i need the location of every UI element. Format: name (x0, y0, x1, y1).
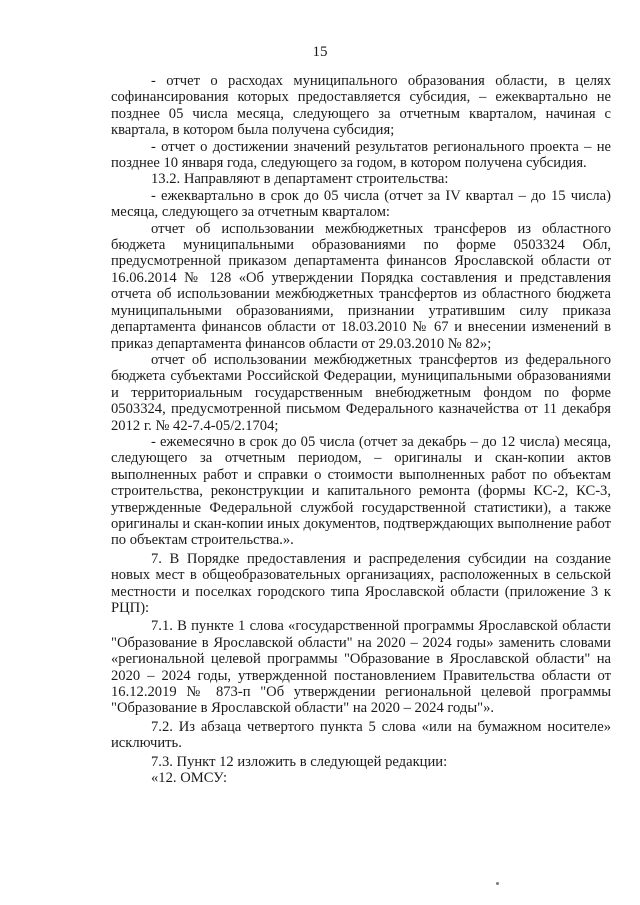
paragraph: отчет об использовании межбюджетных трансферов из областного бюджета муниципальными образованиями по форме 0503324 Обл, предусмотренной приказом департамента финансов Ярославской области от 16.06.2014 № 128 «Об утверждении Порядка составления и представления отчета об использовании межбюджетных трансфертов из областного бюджета муниципальными образованиями, признании утратившим силу приказа департамента финансов области от 18.03.2010 № 67 и внесении изменений в приказ департамента финансов области от 29.03.2010 № 82»; (111, 220, 611, 352)
page-number: 15 (312, 44, 328, 60)
paragraph: - отчет о расходах муниципального образования области, в целях софинансирования которых предоставляется субсидия, – ежеквартально не позднее 05 числа месяца, следующего за отчетным кварталом, начиная с квартала, в котором была получена субсидия; (111, 73, 611, 139)
paragraph: 7.1. В пункте 1 слова «государственной программы Ярославской области "Образование в Ярославской области" на 2020 – 2024 годы» заменить словами «региональной целевой программы "Образование в Ярославской области" на 2020 – 2024 годы, утвержденной постановлением Правительства области от 16.12.2019 № 873-п "Об утверждении региональной целевой программы "Образование в Ярославской области" на 2020 – 2024 годы"». (111, 618, 611, 717)
paragraph: - ежеквартально в срок до 05 числа (отчет за IV квартал – до 15 числа) месяца, следующего за отчетным кварталом: (111, 187, 611, 221)
paragraph: 7. В Порядке предоставления и распределения субсидии на создание новых мест в общеобразовательных организациях, расположенных в сельской местности и поселках городского типа Ярославской области (приложение 3 к РЦП): (111, 550, 611, 616)
paragraph: отчет об использовании межбюджетных трансфертов из федерального бюджета субъектами Российской Федерации, муниципальными образованиями и территориальным государственным внебюджетным фондом по форме 0503324, предусмотренной письмом Федерального казначейства от 11 декабря 2012 г. № 42-7.4-05/2.1704; (111, 351, 611, 434)
paragraph: 7.2. Из абзаца четвертого пункта 5 слова «или на бумажном носителе» исключить. (111, 718, 611, 752)
paragraph: - отчет о достижении значений результатов регионального проекта – не позднее 10 января года, следующего за годом, в котором получена субсидия. (111, 138, 611, 172)
scan-speck (496, 882, 499, 885)
paragraph: 13.2. Направляют в департамент строительства: (151, 171, 449, 188)
document-body (111, 73, 611, 786)
paragraph: - ежемесячно в срок до 05 числа (отчет за декабрь – до 12 числа) месяца, следующего за отчетным периодом, – оригиналы и скан-копии актов выполненных работ и справки о стоимости выполненных работ по объектам строительства, реконструкции и капитального ремонта (формы КС-2, КС-3, утвержденные Федеральной службой государственной статистики), а также оригиналы и скан-копии иных документов, подтверждающих выполнение работ по объектам строительства.». (111, 433, 611, 549)
paragraph: «12. ОМСУ: (151, 770, 228, 787)
paragraph: 7.3. Пункт 12 изложить в следующей редакции: (151, 753, 448, 770)
